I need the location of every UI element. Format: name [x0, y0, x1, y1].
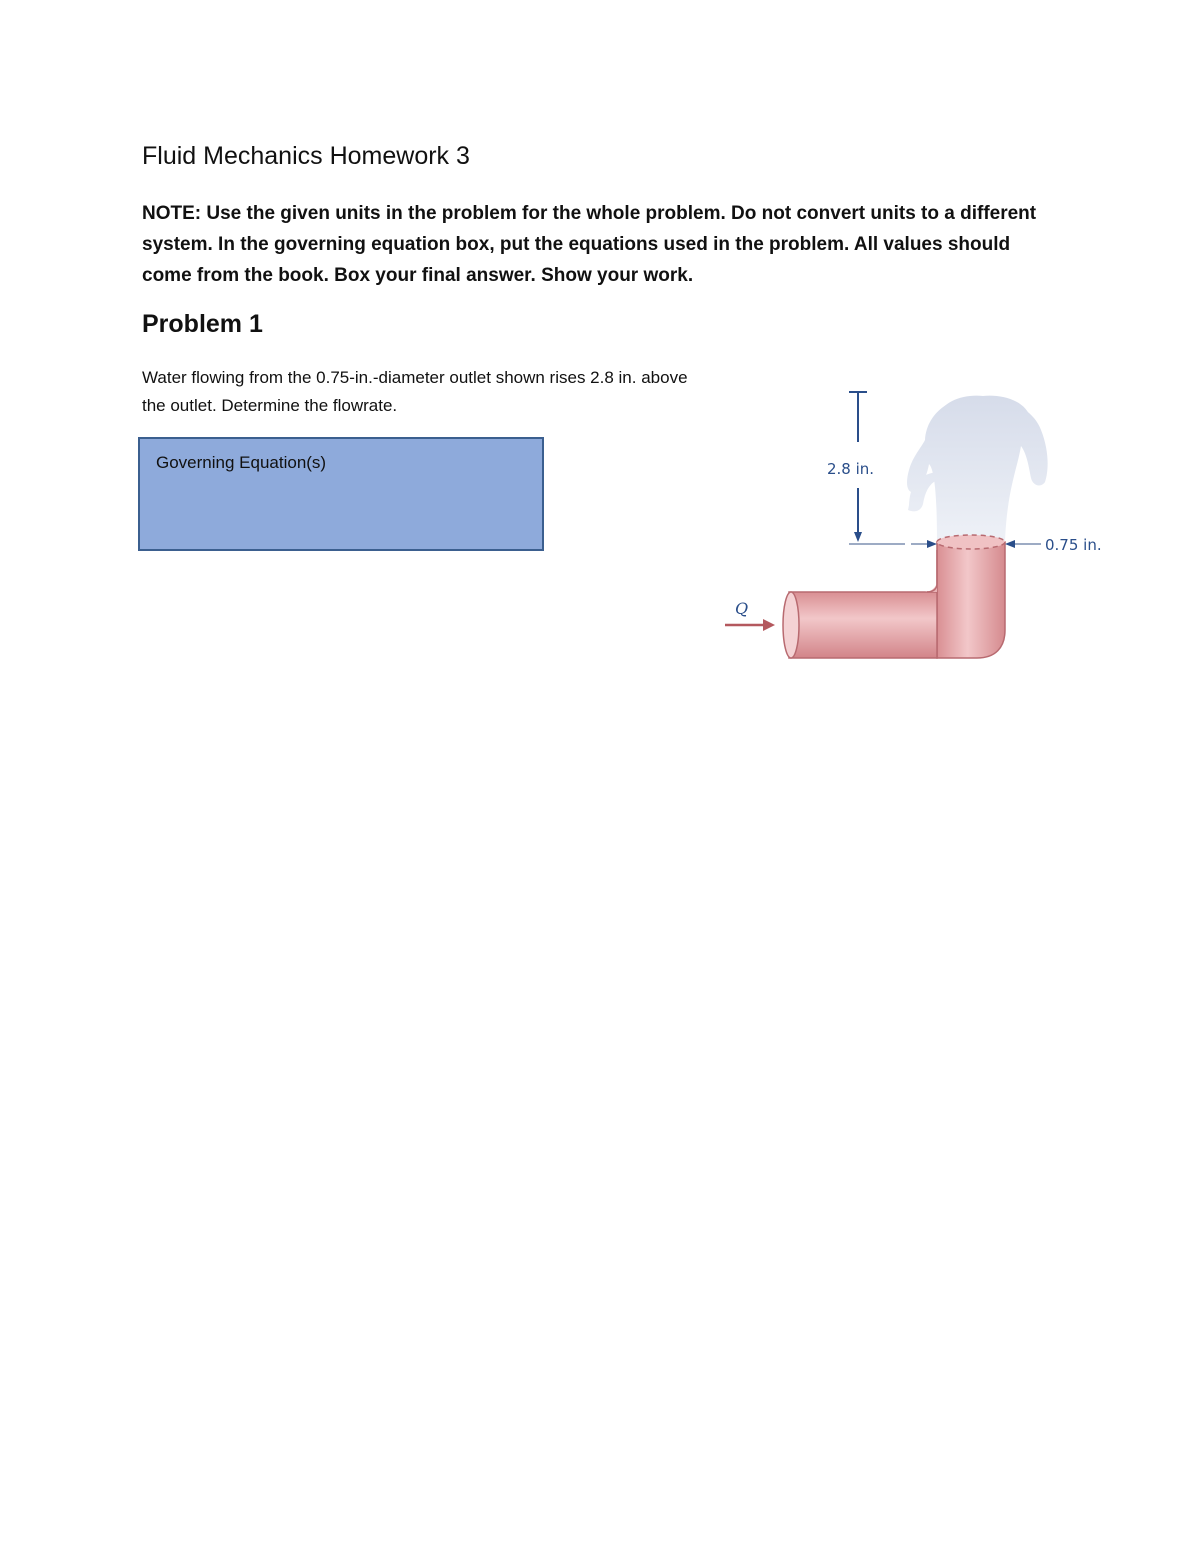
governing-equation-label: Governing Equation(s) — [156, 453, 327, 472]
pipe-inlet — [783, 592, 799, 658]
outlet-diagram — [715, 380, 1145, 680]
diameter-label: 0.75 in. — [1045, 536, 1102, 554]
problem-statement: Water flowing from the 0.75-in.-diameter outlet shown rises 2.8 in. above the outlet. Determine the flowrate. — [142, 368, 688, 415]
outlet-figure — [715, 380, 1145, 680]
pipe-horizontal — [789, 592, 937, 658]
height-label: 2.8 in. — [827, 460, 875, 478]
pipe-elbow — [915, 542, 937, 592]
problem-heading: Problem 1 — [142, 310, 263, 338]
pipe-outlet — [937, 535, 1005, 549]
water-plume — [907, 396, 1048, 542]
flow-label: Q — [735, 599, 749, 618]
governing-equation-box[interactable] — [138, 437, 544, 551]
instructions-note: NOTE: Use the given units in the problem for the whole problem. Do not convert units to a different system. In the governing equation box, put the equations used in the problem. All values should come from the book. Box your final answer. Show your work. — [142, 203, 1037, 286]
pipe-vertical — [937, 542, 1005, 658]
page-title: Fluid Mechanics Homework 3 — [142, 142, 470, 170]
